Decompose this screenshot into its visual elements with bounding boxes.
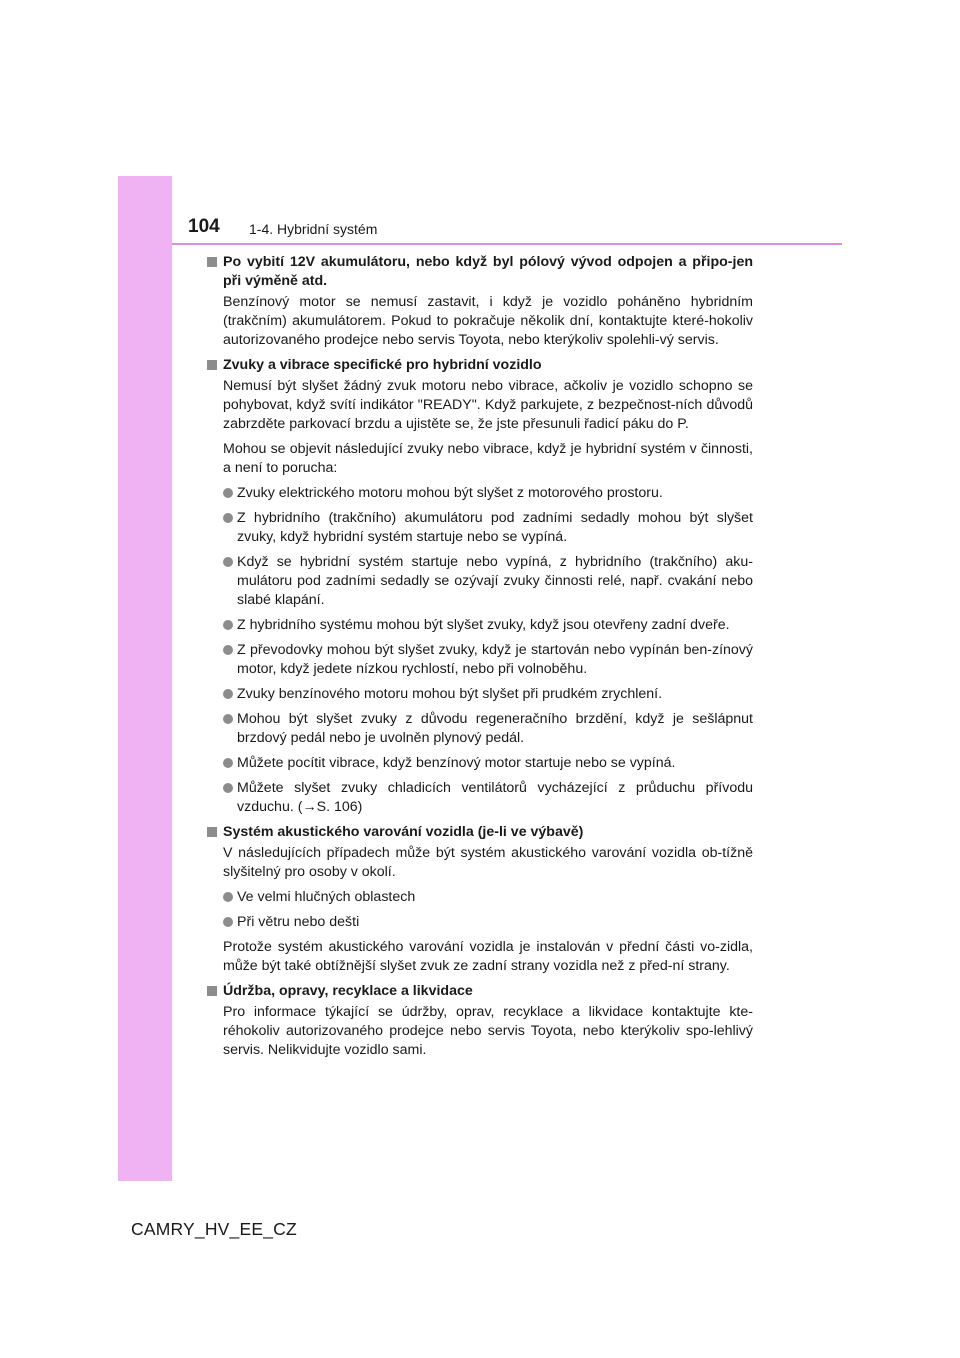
side-color-band xyxy=(118,176,172,1181)
section-heading-text: Systém akustického varování vozidla (je-li ve výbavě) xyxy=(223,824,584,840)
square-bullet-icon xyxy=(207,360,217,370)
section-heading-text: Údržba, opravy, recyklace a likvidace xyxy=(223,983,473,999)
round-bullet-icon xyxy=(223,645,233,655)
section-acoustic-warning xyxy=(207,823,753,976)
list-item-text: Z hybridního (trakčního) akumulátoru pod zadními sedadly mohou být slyšet zvuky, když hybridní systém startuje nebo se vypíná. xyxy=(237,510,753,545)
round-bullet-icon xyxy=(223,557,233,567)
section-heading xyxy=(207,823,753,842)
paragraph: V následujících případech může být systém akustického varování vozidla ob-tížně slyšitelný pro osoby v okolí. xyxy=(223,845,753,880)
document-code: CAMRY_HV_EE_CZ xyxy=(131,1219,297,1239)
list-item-text: Zvuky benzínového motoru mohou být slyšet při prudkém zrychlení. xyxy=(237,686,663,702)
section-heading-text: Po vybití 12V akumulátoru, nebo když byl pólový vývod odpojen a připo-jen při výměně atd. xyxy=(223,254,753,289)
list-item-text: Z hybridního systému mohou být slyšet zvuky, když jsou otevřeny zadní dveře. xyxy=(237,617,730,633)
list-item-text: Při větru nebo dešti xyxy=(237,914,360,930)
section-heading xyxy=(207,356,753,375)
list-item xyxy=(223,641,753,679)
section-title: 1-4. Hybridní systém xyxy=(249,221,378,237)
list-item xyxy=(223,616,753,635)
round-bullet-icon xyxy=(223,783,233,793)
section-heading xyxy=(207,253,753,291)
page-number: 104 xyxy=(188,216,220,237)
list-item-text: Z převodovky mohou být slyšet zvuky, když je startován nebo vypínán ben-zínový motor, když jedete nízkou rychlostí, nebo při volnoběhu. xyxy=(237,642,753,677)
round-bullet-icon xyxy=(223,917,233,927)
list-item xyxy=(223,685,753,704)
list-item-text: Zvuky elektrického motoru mohou být slyšet z motorového prostoru. xyxy=(237,485,663,501)
round-bullet-icon xyxy=(223,620,233,630)
list-item xyxy=(223,888,753,907)
section-maintenance xyxy=(207,982,753,1060)
list-item xyxy=(223,779,753,817)
round-bullet-icon xyxy=(223,892,233,902)
paragraph: Nemusí být slyšet žádný zvuk motoru nebo vibrace, ačkoliv je vozidlo schopno se pohybovat, když svítí indikátor "READY". Když parkujete, z bezpečnost-ních důvodů zabrzděte parkovací brzdu a ujistěte se, že jste přesunuli řadicí páku do P. xyxy=(223,378,753,432)
list-item-text: Mohou být slyšet zvuky z důvodu regeneračního brzdění, když je sešlápnut brzdový pedál nebo je uvolněn plynový pedál. xyxy=(237,711,753,746)
header-divider xyxy=(172,243,842,245)
list-item-text: Ve velmi hlučných oblastech xyxy=(237,889,416,905)
list-item-text: Když se hybridní systém startuje nebo vypíná, z hybridního (trakčního) aku-mulátoru pod zadními sedadly se ozývají zvuky činnosti relé, např. cvakání nebo slabé klapání. xyxy=(237,554,753,608)
round-bullet-icon xyxy=(223,714,233,724)
round-bullet-icon xyxy=(223,689,233,699)
round-bullet-icon xyxy=(223,758,233,768)
section-heading xyxy=(207,982,753,1001)
list-item xyxy=(223,553,753,610)
square-bullet-icon xyxy=(207,827,217,837)
paragraph: Protože systém akustického varování vozidla je instalován v přední části vo-zidla, může být také obtížnější slyšet zvuk ze zadní strany vozidla než z před-ní strany. xyxy=(223,939,753,974)
section-12v-battery xyxy=(207,253,753,350)
list-item-text: Můžete pocítit vibrace, když benzínový motor startuje nebo se vypíná. xyxy=(237,755,676,771)
round-bullet-icon xyxy=(223,513,233,523)
round-bullet-icon xyxy=(223,488,233,498)
section-hybrid-sounds xyxy=(207,356,753,817)
list-item-text: Můžete slyšet zvuky chladicích ventilátorů vycházející z průduchu přívodu vzduchu. (→S. 106) xyxy=(237,780,753,815)
list-item xyxy=(223,484,753,503)
paragraph: Pro informace týkající se údržby, oprav, recyklace a likvidace kontaktujte kte-réhokoliv autorizovaného prodejce nebo servis Toyota, nebo kterýkoliv spo-lehlivý servis. Nelikvidujte vozidlo sami. xyxy=(223,1004,753,1058)
list-item xyxy=(223,913,753,932)
square-bullet-icon xyxy=(207,986,217,996)
page-content xyxy=(207,253,753,1066)
list-item xyxy=(223,509,753,547)
square-bullet-icon xyxy=(207,257,217,267)
section-heading-text: Zvuky a vibrace specifické pro hybridní vozidlo xyxy=(223,357,542,373)
paragraph: Benzínový motor se nemusí zastavit, i když je vozidlo poháněno hybridním (trakčním) akumulátorem. Pokud to pokračuje několik dní, kontaktujte které-hokoliv autorizovaného prodejce nebo servis Toyota, nebo kterýkoliv spolehli-vý servis. xyxy=(223,294,753,348)
list-item xyxy=(223,754,753,773)
list-item xyxy=(223,710,753,748)
paragraph: Mohou se objevit následující zvuky nebo vibrace, když je hybridní systém v činnosti, a není to porucha: xyxy=(223,441,753,476)
